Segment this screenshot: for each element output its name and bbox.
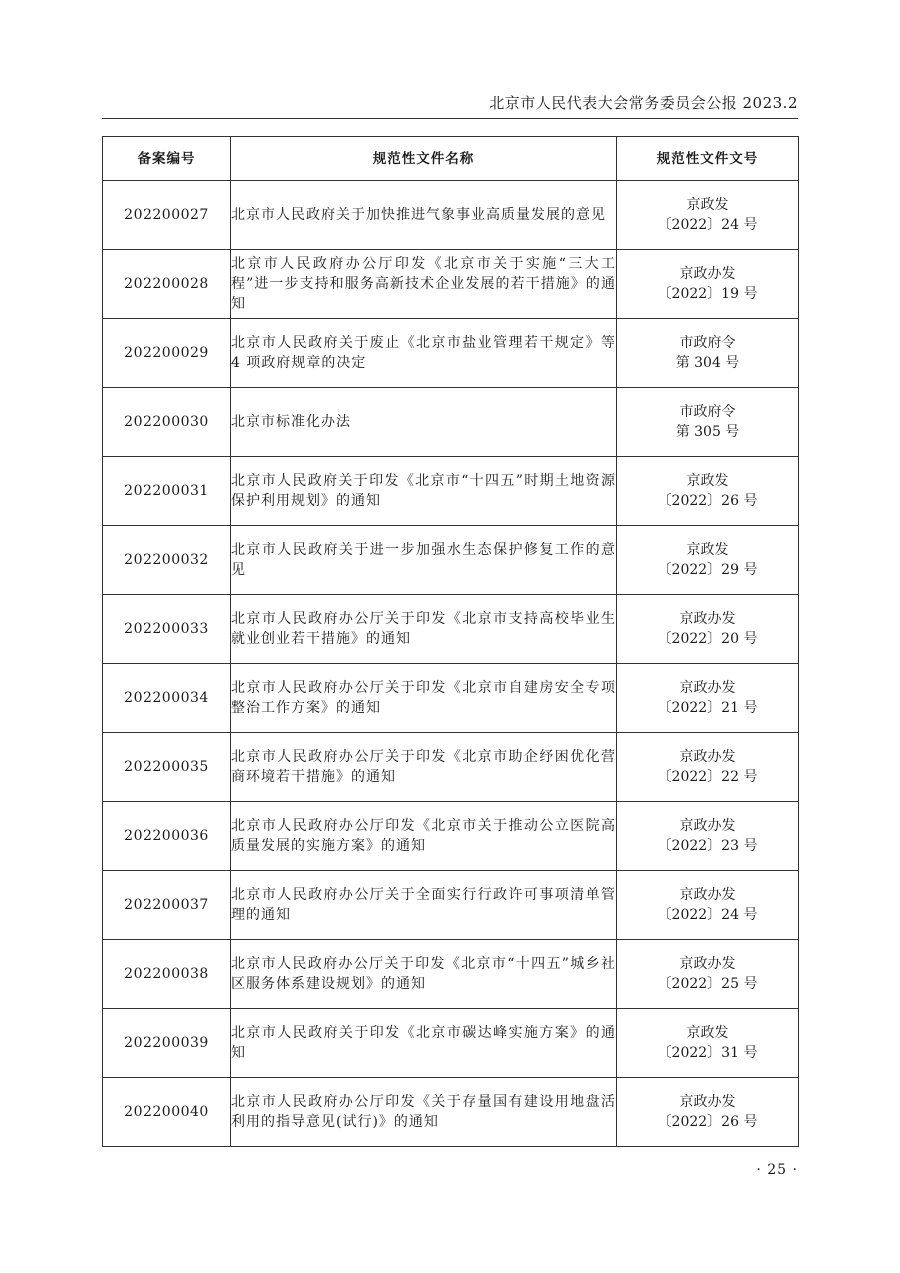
document-title: 北京市人民政府办公厅关于印发《北京市“十四五”城乡社区服务体系建设规划》的通知 [231,940,617,1009]
document-number-line2: 〔2022〕21 号 [657,700,758,716]
document-title: 北京市人民政府关于废止《北京市盐业管理若干规定》等 4 项政府规章的决定 [231,319,617,388]
document-title: 北京市人民政府办公厅关于全面实行行政许可事项清单管理的通知 [231,871,617,940]
column-header-document-title: 规范性文件名称 [231,137,617,181]
filing-number: 202200036 [103,802,231,871]
document-number [617,664,799,733]
filing-number: 202200027 [103,181,231,250]
table-row [103,388,799,457]
running-header: 北京市人民代表大会常务委员会公报 2023.2 [489,94,798,112]
document-number-line1: 京政发 [686,1025,729,1041]
filing-number: 202200030 [103,388,231,457]
table-row [103,595,799,664]
table-row [103,526,799,595]
document-number-line1: 市政府令 [679,335,736,351]
document-number-line2: 〔2022〕25 号 [657,976,758,992]
document-number-line1: 京政办发 [679,818,736,834]
filing-number: 202200039 [103,1009,231,1078]
document-title: 北京市标准化办法 [231,388,617,457]
document-number [617,940,799,1009]
document-number [617,595,799,664]
document-title: 北京市人民政府办公厅印发《北京市关于实施“三大工程”进一步支持和服务高新技术企业发展的若干措施》的通知 [231,250,617,319]
table-row [103,733,799,802]
table-row [103,802,799,871]
filing-number: 202200040 [103,1078,231,1147]
table-header-row [103,137,799,181]
document-title: 北京市人民政府关于印发《北京市“十四五”时期土地资源保护利用规划》的通知 [231,457,617,526]
document-number-line2: 〔2022〕26 号 [657,493,758,509]
table-row [103,664,799,733]
document-number-line1: 京政办发 [679,956,736,972]
filing-number: 202200028 [103,250,231,319]
filing-number: 202200034 [103,664,231,733]
document-number [617,733,799,802]
document-title: 北京市人民政府办公厅关于印发《北京市支持高校毕业生就业创业若干措施》的通知 [231,595,617,664]
document-number [617,319,799,388]
document-number [617,871,799,940]
document-title: 北京市人民政府关于进一步加强水生态保护修复工作的意见 [231,526,617,595]
document-number-line2: 〔2022〕24 号 [657,217,758,233]
column-header-document-number: 规范性文件文号 [617,137,799,181]
page-number: · 25 · [756,1162,798,1178]
document-number-line2: 〔2022〕29 号 [657,562,758,578]
document-number-line2: 〔2022〕22 号 [657,769,758,785]
document-title: 北京市人民政府办公厅印发《关于存量国有建设用地盘活利用的指导意见(试行)》的通知 [231,1078,617,1147]
document-title: 北京市人民政府关于加快推进气象事业高质量发展的意见 [231,181,617,250]
document-number-line1: 京政办发 [679,887,736,903]
filing-number: 202200031 [103,457,231,526]
document-number [617,1009,799,1078]
document-number [617,250,799,319]
column-header-filing-number: 备案编号 [103,137,231,181]
table-row [103,250,799,319]
document-number-line2: 〔2022〕19 号 [657,286,758,302]
document-number-line1: 京政办发 [679,266,736,282]
filing-number: 202200037 [103,871,231,940]
document-number [617,802,799,871]
filing-number: 202200032 [103,526,231,595]
table-row [103,940,799,1009]
document-number-line2: 〔2022〕20 号 [657,631,758,647]
document-number-line1: 市政府令 [679,404,736,420]
document-number [617,181,799,250]
document-title: 北京市人民政府办公厅印发《北京市关于推动公立医院高质量发展的实施方案》的通知 [231,802,617,871]
document-number-line1: 京政发 [686,197,729,213]
document-number-line1: 京政办发 [679,1094,736,1110]
document-number [617,388,799,457]
document-number-line1: 京政办发 [679,680,736,696]
document-number-line1: 京政发 [686,473,729,489]
document-number-line2: 第 305 号 [675,424,740,440]
table-row [103,319,799,388]
document-number-line2: 〔2022〕24 号 [657,907,758,923]
header-rule [102,118,798,119]
document-number [617,526,799,595]
filing-number: 202200033 [103,595,231,664]
table-row [103,181,799,250]
table-row [103,457,799,526]
table-row [103,1078,799,1147]
table-row [103,1009,799,1078]
document-number-line2: 〔2022〕31 号 [657,1045,758,1061]
document-title: 北京市人民政府办公厅关于印发《北京市助企纾困优化营商环境若干措施》的通知 [231,733,617,802]
document-title: 北京市人民政府办公厅关于印发《北京市自建房安全专项整治工作方案》的通知 [231,664,617,733]
document-number-line1: 京政办发 [679,749,736,765]
document-number-line2: 〔2022〕26 号 [657,1114,758,1130]
document-number-line2: 〔2022〕23 号 [657,838,758,854]
filing-table [102,136,799,1147]
filing-number: 202200029 [103,319,231,388]
document-number [617,457,799,526]
document-title: 北京市人民政府关于印发《北京市碳达峰实施方案》的通知 [231,1009,617,1078]
table-row [103,871,799,940]
document-number-line1: 京政办发 [679,611,736,627]
document-number-line2: 第 304 号 [675,355,740,371]
document-number [617,1078,799,1147]
filing-number: 202200038 [103,940,231,1009]
filing-number: 202200035 [103,733,231,802]
document-number-line1: 京政发 [686,542,729,558]
